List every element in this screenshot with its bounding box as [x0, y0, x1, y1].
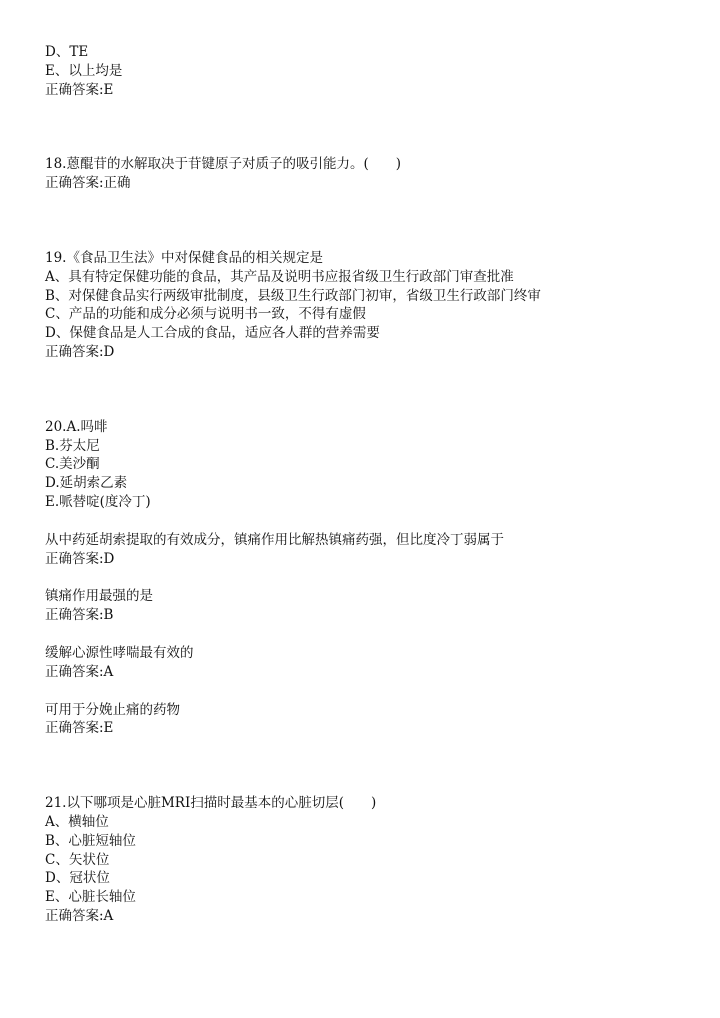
question-21: [45, 794, 685, 926]
question-18: [45, 155, 685, 193]
sub-question-stem: 从中药延胡索提取的有效成分，镇痛作用比解热镇痛药强，但比度冷丁弱属于: [45, 531, 504, 548]
answer: 正确答案:A: [45, 663, 114, 680]
sub-question-stem: 缓解心源性哮喘最有效的: [45, 644, 194, 661]
option-d: D、TE: [45, 44, 89, 60]
question-stem: 19.《食品卫生法》中对保健食品的相关规定是: [45, 249, 323, 266]
answer: 正确答案:E: [45, 720, 114, 737]
option-c: C.美沙酮: [45, 456, 100, 473]
option-e: E、心脏长轴位: [45, 889, 136, 906]
answer: 正确答案:D: [45, 550, 115, 567]
sub-question-stem: 可用于分娩止痛的药物: [45, 701, 180, 718]
option-a: 20.A.吗啡: [45, 418, 108, 435]
answer: 正确答案:正确: [45, 175, 131, 192]
option-d: D.延胡索乙素: [45, 475, 128, 492]
question-20: [45, 418, 685, 738]
option-b: B、对保健食品实行两级审批制度，县级卫生行政部门初审，省级卫生行政部门终审: [45, 287, 541, 304]
document-page: [45, 43, 685, 926]
question-stem: 18.蒽醌苷的水解取决于苷键原子对质子的吸引能力。( ): [45, 156, 402, 173]
option-a: A、横轴位: [45, 813, 109, 830]
option-b: B.芬太尼: [45, 437, 100, 454]
option-a: A、具有特定保健功能的食品，其产品及说明书应报省级卫生行政部门审查批准: [45, 268, 514, 285]
option-c: C、矢状位: [45, 851, 110, 868]
option-d: D、保健食品是人工合成的食品，适应各人群的营养需要: [45, 325, 380, 342]
question-19: [45, 249, 685, 362]
option-e: E、以上均是: [45, 62, 123, 79]
sub-question-stem: 镇痛作用最强的是: [45, 588, 153, 605]
question-stem: 21.以下哪项是心脏MRI扫描时最基本的心脏切层( ): [45, 795, 377, 812]
option-e: E.哌替啶(度冷丁): [45, 493, 151, 510]
option-d: D、冠状位: [45, 870, 110, 887]
answer: 正确答案:B: [45, 607, 114, 624]
question-17-tail: [45, 43, 685, 99]
option-c: C、产品的功能和成分必须与说明书一致，不得有虚假: [45, 306, 366, 323]
answer: 正确答案:D: [45, 343, 115, 360]
answer: 正确答案:E: [45, 81, 114, 98]
answer: 正确答案:A: [45, 907, 114, 924]
option-b: B、心脏短轴位: [45, 832, 136, 849]
